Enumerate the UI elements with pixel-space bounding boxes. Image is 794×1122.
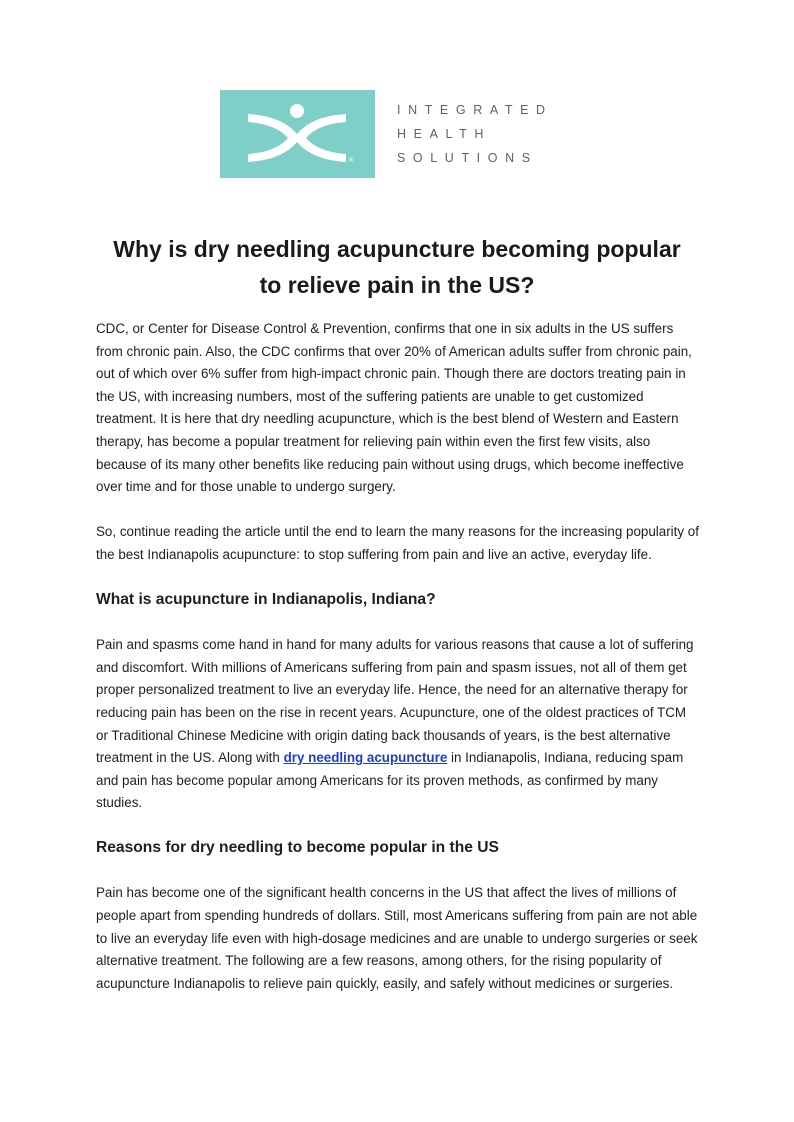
section-1-text-before-link: Pain and spasms come hand in hand for many adults for various reasons that cause a lot of suffering and discomfort. With millions of Americans suffering from pain and spasm issues, not all of them get proper personalized treatment to live an everyday life. Hence, the need for an alternative therapy for reducing pain has been on the rise in recent years. Acupuncture, one of the oldest practices of TCM or Traditional Chinese Medicine with origin dating back thousands of years, is the best alternative treatment in the US. Along with — [96, 637, 694, 766]
section-1-text-after-link: in Indianapolis, Indiana, reducing spam and pain has become popular among Americans for its proven methods, as confirmed by many studies. — [96, 750, 684, 811]
article-title — [60, 231, 734, 303]
logo-word-solutions: SOLUTIONS — [397, 151, 538, 165]
logo-head-shape — [290, 104, 304, 118]
intro-paragraph-2: So, continue reading the article until the end to learn the many reasons for the increasing popularity of the best Indianapolis acupuncture: to stop suffering from pain and live an active, everyday life. — [96, 524, 699, 562]
article-title-line-1: Why is dry needling acupuncture becoming popular — [113, 236, 681, 263]
section-2-paragraph: Pain has become one of the significant health concerns in the US that affect the lives of millions of people apart from spending hundreds of dollars. Still, most Americans suffering from pain are not able to live an everyday life even with high-dosage medicines and are unable to undergo surgeries or seek alternative treatment. The following are a few reasons, among others, for the rising popularity of acupuncture Indianapolis to relieve pain quickly, easily, and safely without medicines or surgeries. — [96, 885, 698, 991]
section-1-paragraph — [96, 634, 700, 815]
logo-body-shape — [248, 114, 346, 162]
logo-word-integrated: INTEGRATED — [397, 103, 553, 117]
article-body — [96, 318, 700, 1018]
article-title-line-2: to relieve pain in the US? — [259, 272, 535, 299]
logo-word-health: HEALTH — [397, 127, 491, 141]
intro-paragraph-1: CDC, or Center for Disease Control & Prevention, confirms that one in six adults in the US suffers from chronic pain. Also, the CDC confirms that over 20% of American adults suffer from chronic pain, out of which over 6% suffer from high-impact chronic pain. Though there are doctors treating pain in the US, with increasing numbers, most of the suffering patients are unable to get customized treatment. It is here that dry needling acupuncture, which is the best blend of Western and Eastern therapy, has become a popular treatment for relieving pain within even the first few visits, also because of its many other benefits like reducing pain without using drugs, which become ineffective over time and for those unable to undergo surgery. — [96, 321, 692, 495]
company-logo — [220, 90, 553, 178]
integrated-health-logo-icon — [220, 90, 375, 178]
section-heading-reasons: Reasons for dry needling to become popular in the US — [96, 839, 499, 857]
dry-needling-acupuncture-link[interactable]: dry needling acupuncture — [283, 750, 448, 766]
logo-symbol-icon — [220, 90, 375, 178]
logo-registered-mark: ® — [349, 158, 354, 164]
section-heading-what-is-acupuncture: What is acupuncture in Indianapolis, Indiana? — [96, 591, 436, 609]
logo-wordmark — [397, 103, 553, 165]
